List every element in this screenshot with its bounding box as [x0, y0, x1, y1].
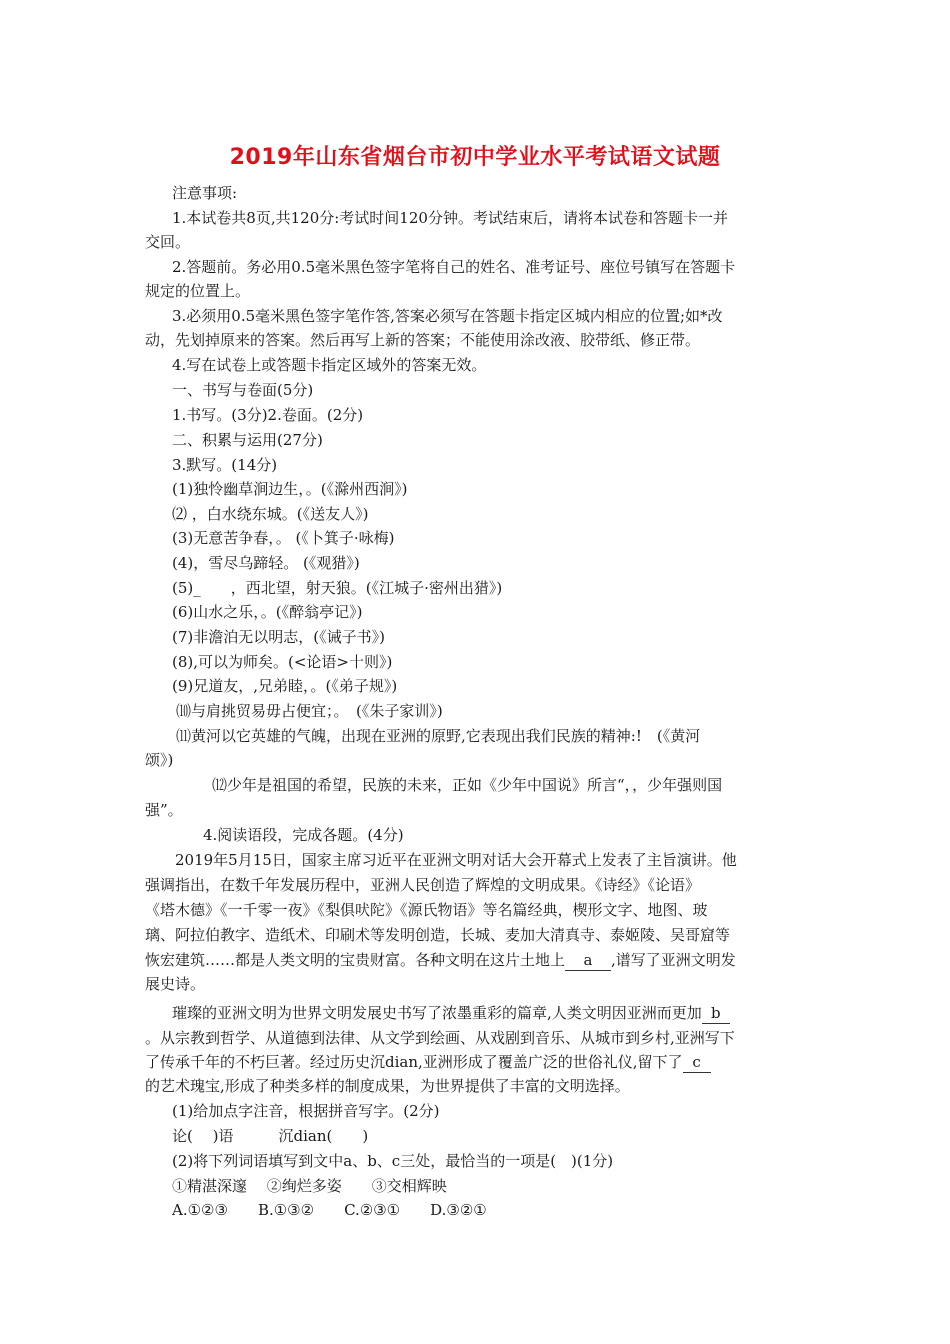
notes-heading: 注意事项:: [172, 184, 238, 202]
blank-a: a: [565, 950, 611, 971]
dictation-line-12: ⑿少年是祖国的希望，民族的未来，正如《少年中国说》所言“，，少年强则国: [212, 776, 723, 794]
answer-choices: A.①②③ B.①③② C.②③① D.③②①: [172, 1201, 487, 1219]
note-1: 1.本试卷共8页,共120分:考试时间120分钟。考试结束后，请将本试卷和答题卡一并: [172, 209, 728, 227]
section1-heading: 一、书写与卷面(5分): [172, 381, 314, 399]
passage-text: 恢宏建筑……都是人类文明的宝贵财富。各种文明在这片土地上: [145, 951, 566, 969]
sub-question-1: (1)给加点字注音，根据拼音写字。(2分): [172, 1102, 440, 1120]
note-2: 2.答题前。务必用0.5毫米黑色签字笔将自己的姓名、准考证号、座位号镇写在答题卡: [172, 258, 736, 276]
dictation-line: (6)山水之乐，。(《醉翁亭记》): [172, 603, 363, 621]
dictation-line: (4)，雪尽乌蹄轻。 (《观猎》): [172, 554, 360, 572]
dictation-line-11-cont: 颂》): [145, 751, 174, 769]
note-4: 4.写在试卷上或答题卡指定区域外的答案无效。: [172, 356, 487, 374]
note-3-cont: 动，先划掉原来的答案。然后再写上新的答案；不能使用涂改液、胶带纸、修正带。: [145, 331, 701, 349]
dictation-line: (9)兄道友，,兄弟睦，。(《弟子规》): [172, 677, 398, 695]
dictation-line: (8),可以为师矣。(<论语>十则》): [172, 653, 393, 671]
passage-line: 。从宗教到哲学、从道德到法律、从文学到绘画、从戏剧到音乐、从城市到乡村,亚洲写下: [145, 1029, 735, 1047]
dictation-line: (7)非澹泊无以明志，(《诫子书》): [172, 628, 385, 646]
blank-c: c: [683, 1052, 711, 1073]
section1-items: 1.书写。(3分)2.卷面。(2分): [172, 406, 364, 424]
passage-line: [145, 950, 815, 971]
dictation-line: (5)_ ，西北望，射天狼。(《江城子·密州出猎》): [172, 579, 503, 597]
passage-line: 璃、阿拉伯教字、造纸术、印刷术等发明创造，长城、麦加大清真寺、泰姬陵、吴哥窟等: [145, 926, 731, 944]
passage-text: ,谱写了亚洲文明发: [611, 951, 736, 969]
word-options: ①精湛深邃 ②绚烂多姿 ③交相辉映: [172, 1177, 447, 1195]
passage-line: 展史诗。: [145, 975, 206, 993]
passage-line: 的艺术瑰宝,形成了种类多样的制度成果，为世界提供了丰富的文明选择。: [145, 1077, 630, 1095]
dictation-line-11: ⑾黄河以它英雄的气魄，出现在亚洲的原野,它表现出我们民族的精神:! (《黄河: [176, 727, 701, 745]
note-2-cont: 规定的位置上。: [145, 282, 251, 300]
passage-line: [145, 1052, 815, 1073]
sub-question-1-answer: 论( )语 沉dian( ): [172, 1127, 369, 1145]
section2-heading: 二、积累与运用(27分): [172, 431, 323, 449]
passage-line: 2019年5月15日，国家主席习近平在亚洲文明对话大会开幕式上发表了主旨演讲。他: [175, 851, 737, 869]
dictation-line: ⑵ ，白水绕东城。(《送友人》): [172, 505, 369, 523]
question-4: 4.阅读语段，完成各题。(4分): [203, 826, 404, 844]
dictation-line: (3)无意苦争春，。 (《卜箕子·咏梅): [172, 529, 395, 547]
dictation-line-12-cont: 强”。: [145, 801, 183, 819]
passage-line: 强调指出，在数千年发展历程中，亚洲人民创造了辉煌的文明成果。《诗经》《论语》: [145, 876, 701, 894]
passage-text: 了传承千年的不朽巨著。经过历史沉dian,亚洲形成了覆盖广泛的世俗礼仪,留下了: [145, 1053, 683, 1071]
passage-text: 璀璨的亚洲文明为世界文明发展史书写了浓墨重彩的篇章,人类文明因亚洲而更加: [172, 1004, 702, 1022]
sub-question-2: (2)将下列词语填写到文中a、b、c三处，最恰当的一项是( )(1分): [172, 1152, 614, 1170]
dictation-line: ⑽与肩挑贸易毋占便宜；。 (《朱子家训》): [176, 702, 443, 720]
dictation-line: (1)独怜幽草涧边生，。(《滁州西涧》): [172, 480, 408, 498]
page-title: 2019年山东省烟台市初中学业水平考试语文试题: [229, 145, 721, 170]
passage-line: 《塔木德》《一千零一夜》《梨俱吠陀》《源氏物语》等名篇经典，楔形文字、地图、玻: [145, 901, 708, 919]
blank-b: b: [702, 1003, 730, 1024]
note-1-cont: 交回。: [145, 233, 191, 251]
note-3: 3.必须用0.5毫米黑色签字笔作答,答案必须写在答题卡指定区城内相应的位置;如*改: [172, 307, 723, 325]
passage-line: [172, 1003, 842, 1024]
question-3: 3.默写。(14分): [172, 456, 278, 474]
